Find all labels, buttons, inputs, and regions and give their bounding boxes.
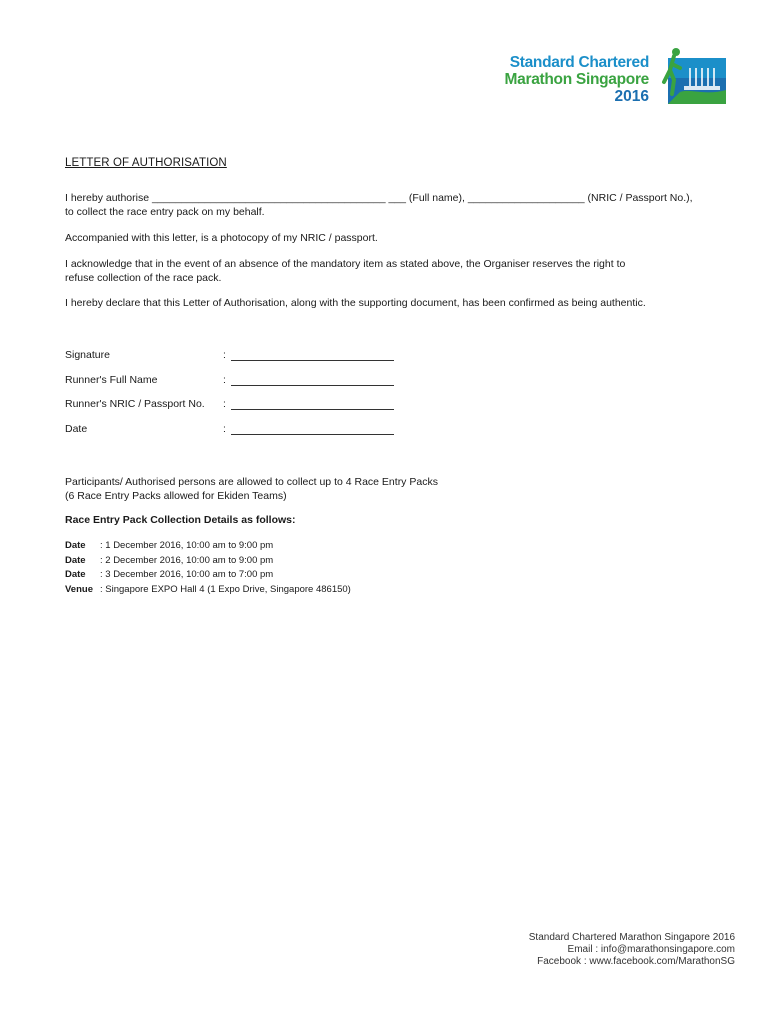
signature-field [65,349,405,363]
schedule-label: Venue [65,584,93,595]
field-separator: : [223,349,226,361]
authorisation-paragraph [65,191,745,219]
event-logo [486,46,730,108]
signature-blank-line[interactable] [231,360,394,361]
photocopy-statement: Accompanied with this letter, is a photocopy of my NRIC / passport. [65,232,378,244]
schedule-value: : 2 December 2016, 10:00 am to 9:00 pm [100,555,274,566]
footer-email: Email : info@marathonsingapore.com [567,944,735,955]
runner-skyline-logo-icon [660,46,730,106]
full-name-field [65,374,405,388]
field-separator: : [223,423,226,435]
footer-facebook: Facebook : www.facebook.com/MarathonSG [537,956,735,967]
full-name-blank-line[interactable] [231,385,394,386]
collection-limit-line-1: Participants/ Authorised persons are allowed to collect up to 4 Race Entry Packs [65,476,438,488]
date-blank-line[interactable] [231,434,394,435]
acknowledgement-line-2: refuse collection of the race pack. [65,272,222,284]
declaration-statement: I hereby declare that this Letter of Authorisation, along with the supporting document, has been confirmed as being authentic. [65,297,646,309]
logo-line-standard-chartered: Standard Chartered [509,54,649,71]
field-separator: : [223,398,226,410]
schedule-label: Date [65,555,86,566]
schedule-label: Date [65,569,86,580]
field-label: Runner's Full Name [65,374,158,386]
acknowledgement-line-1: I acknowledge that in the event of an absence of the mandatory item as stated above, the Organiser reserves the right to [65,258,626,270]
collection-details-heading: Race Entry Pack Collection Details as follows: [65,514,296,526]
date-field [65,423,405,437]
schedule-value: : 3 December 2016, 10:00 am to 7:00 pm [100,569,274,580]
schedule-value: : Singapore EXPO Hall 4 (1 Expo Drive, Singapore 486150) [100,584,351,595]
letter-title: LETTER OF AUTHORISATION [65,157,227,169]
collection-limit-note [65,475,438,503]
nric-passport-field [65,398,405,412]
logo-line-marathon-singapore: Marathon Singapore [504,71,649,88]
schedule-value: : 1 December 2016, 10:00 am to 9:00 pm [100,540,274,551]
logo-wordmark [505,54,649,105]
footer-event-name: Standard Chartered Marathon Singapore 2016 [528,932,735,943]
schedule-label: Date [65,540,86,551]
field-separator: : [223,374,226,386]
page-footer [529,932,735,968]
authorisation-line-1: I hereby authorise ________________________________________ ___ (Full name), ____________________ (NRIC / Passport No.), [65,192,693,204]
field-label: Date [65,423,88,435]
authorisation-line-2: to collect the race entry pack on my behalf. [65,206,265,218]
nric-passport-blank-line[interactable] [231,409,394,410]
collection-limit-line-2: (6 Race Entry Packs allowed for Ekiden Teams) [65,490,287,502]
logo-line-year: 2016 [614,88,649,105]
acknowledgement-paragraph [65,257,705,285]
field-label: Runner's NRIC / Passport No. [65,398,205,410]
field-label: Signature [65,349,110,361]
